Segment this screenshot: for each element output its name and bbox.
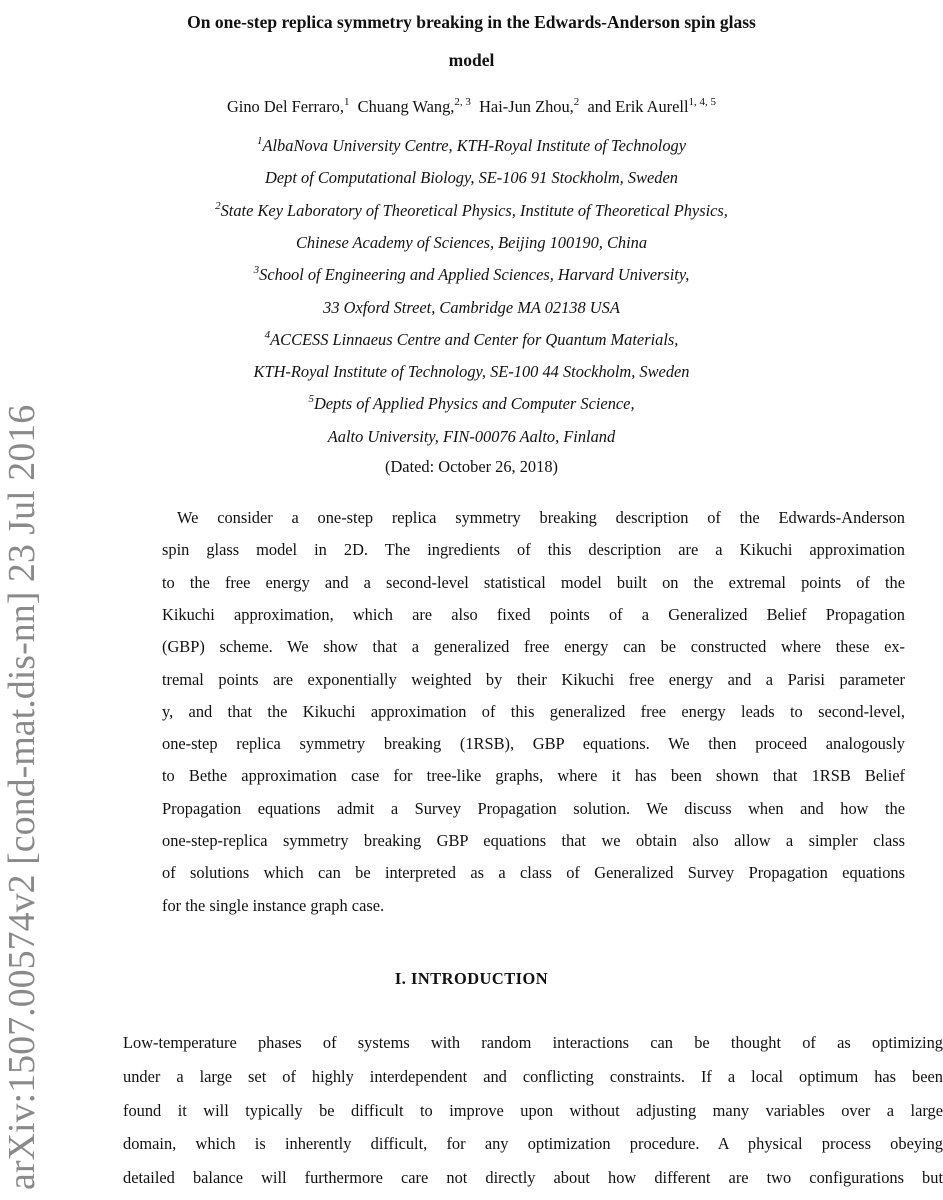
affiliation-text: Dept of Computational Biology, SE-106 91 Stockholm, Sweden [265, 168, 678, 188]
abstract-line: y, and that the Kikuchi approximation of this generalized free energy leads to second-level, [162, 701, 905, 721]
affiliation-text: Chinese Academy of Sciences, Beijing 100190, China [295, 232, 648, 252]
abstract-line: Propagation equations admit a Survey Propagation solution. We discuss when and how the [162, 798, 905, 818]
author: Gino Del Ferraro,$^1$ [226, 96, 350, 116]
affiliation-number: 2 [215, 199, 221, 212]
abstract-line: We consider a one-step replica symmetry breaking description of the Edwards-Anderson [177, 508, 905, 527]
affiliation-line [0, 136, 943, 156]
abstract-line: spin glass model in 2D. The ingredients of this description are a Kikuchi approximation [162, 540, 905, 560]
affiliation-text: School of Engineering and Applied Sciences, Harvard University, [259, 265, 690, 285]
affiliation-line [0, 362, 943, 382]
affiliation-text: KTH-Royal Institute of Technology, SE-100 44 Stockholm, Sweden [253, 362, 690, 382]
abstract-line: tremal points are exponentially weighted by their Kikuchi free energy and a Parisi parameter [162, 669, 905, 689]
body-text-line: Low-temperature phases of systems with random interactions can be thought of as optimizing [123, 1033, 943, 1052]
arxiv-stamp: arXiv:1507.00574v2 [cond-mat.dis-nn] 23 Jul 2016 [1, 404, 43, 1190]
date-line: (Dated: October 26, 2018) [385, 457, 558, 476]
affiliation-text: Depts of Applied Physics and Computer Science, [313, 394, 635, 414]
body-text-line: detailed balance will furthermore care not directly about how different are two configurations but [123, 1168, 943, 1188]
abstract-line: one-step replica symmetry breaking (1RSB), GBP equations. We then proceed analogously [162, 734, 905, 754]
affiliation-line [0, 201, 943, 221]
affiliation-line [0, 427, 943, 447]
affiliation-number: 1 [256, 135, 263, 147]
paper-title-line-1: On one-step replica symmetry breaking in the Edwards-Anderson spin glass [187, 12, 756, 32]
abstract-line: to the free energy and a second-level statistical model built on the extremal points of the [162, 572, 905, 592]
abstract-line: for the single instance graph case. [162, 895, 385, 915]
affiliation-line [0, 265, 943, 285]
abstract-line: one-step-replica symmetry breaking GBP equations that we obtain also allow a simpler class [162, 831, 905, 850]
affiliation-line [0, 168, 943, 188]
affiliation-text: 33 Oxford Street, Cambridge MA 02138 USA [323, 297, 620, 317]
affiliation-line [0, 330, 943, 350]
author: Hai-Jun Zhou,$^2$ [479, 96, 580, 116]
affiliation-number: 4 [264, 328, 271, 341]
affiliation-text: Aalto University, FIN-00076 Aalto, Finland [327, 426, 616, 446]
affiliation-line [0, 394, 943, 414]
body-text-line: found it will typically be difficult to improve upon without adjusting many variables over a large [123, 1100, 943, 1120]
abstract-line: (GBP) scheme. We show that a generalized free energy can be constructed where these ex- [162, 637, 905, 657]
affiliation-text: AlbaNova University Centre, KTH-Royal Institute of Technology [262, 136, 687, 155]
section-heading: I. INTRODUCTION [394, 969, 549, 988]
body-text-line: under a large set of highly interdependent and conflicting constraints. If a local optimum has been [123, 1066, 943, 1086]
abstract-line: of solutions which can be interpreted as a class of Generalized Survey Propagation equations [162, 863, 905, 883]
abstract-line: Kikuchi approximation, which are also fixed points of a Generalized Belief Propagation [162, 604, 905, 624]
affiliation-line [0, 233, 943, 253]
author: and Erik Aurell$^{1, 4, 5}$ [587, 96, 717, 116]
author: Chuang Wang,$^{2, 3}$ [357, 96, 471, 116]
affiliation-number: 5 [308, 393, 314, 406]
affiliation-line [0, 298, 943, 318]
author-list [0, 97, 943, 117]
affiliation-text: State Key Laboratory of Theoretical Physics, Institute of Theoretical Physics, [220, 200, 728, 220]
paper-title-line-2: model [448, 50, 495, 70]
affiliation-number: 3 [253, 264, 260, 277]
affiliation-text: ACCESS Linnaeus Centre and Center for Quantum Materials, [270, 329, 679, 349]
abstract-line: to Bethe approximation case for tree-like graphs, where it has been shown that 1RSB Belief [162, 766, 905, 786]
body-text-line: domain, which is inherently difficult, for any optimization procedure. A physical process obeying [123, 1134, 943, 1154]
